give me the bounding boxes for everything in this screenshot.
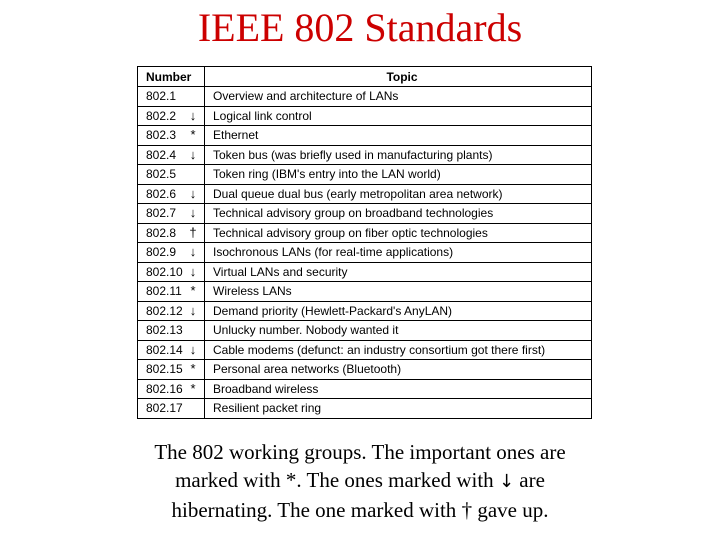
standards-table bbox=[137, 66, 592, 419]
cell-number bbox=[138, 399, 205, 419]
standard-number: 802.16 bbox=[146, 381, 183, 396]
cell-topic: Personal area networks (Bluetooth) bbox=[205, 360, 592, 380]
status-mark-icon: * bbox=[190, 127, 196, 143]
cell-topic: Isochronous LANs (for real-time applications) bbox=[205, 243, 592, 263]
table-body bbox=[138, 87, 592, 419]
cell-topic: Logical link control bbox=[205, 106, 592, 126]
table-row bbox=[138, 223, 592, 243]
standard-number: 802.14 bbox=[146, 342, 183, 357]
cell-topic: Unlucky number. Nobody wanted it bbox=[205, 321, 592, 341]
cell-topic: Cable modems (defunct: an industry consortium got there first) bbox=[205, 340, 592, 360]
table-row bbox=[138, 145, 592, 165]
table-row bbox=[138, 399, 592, 419]
table-row bbox=[138, 243, 592, 263]
standard-number: 802.10 bbox=[146, 264, 183, 279]
standard-number: 802.11 bbox=[146, 284, 182, 299]
cell-number bbox=[138, 243, 205, 263]
caption-line-2-end: are bbox=[514, 468, 545, 492]
cell-number bbox=[138, 204, 205, 224]
cell-topic: Virtual LANs and security bbox=[205, 262, 592, 282]
table-row bbox=[138, 282, 592, 302]
status-mark-icon: † bbox=[189, 224, 197, 240]
header-topic: Topic bbox=[205, 67, 592, 87]
caption-line-3 bbox=[0, 496, 720, 524]
table-row bbox=[138, 204, 592, 224]
standards-table-container bbox=[137, 66, 593, 420]
standard-number: 802.15 bbox=[146, 362, 183, 377]
table-row bbox=[138, 340, 592, 360]
standard-number: 802.4 bbox=[146, 147, 177, 162]
cell-topic: Dual queue dual bus (early metropolitan area network) bbox=[205, 184, 592, 204]
caption-line-2 bbox=[0, 466, 720, 496]
status-mark-icon: ↓ bbox=[189, 107, 197, 123]
status-mark-icon: ↓ bbox=[189, 341, 197, 357]
cell-number bbox=[138, 262, 205, 282]
cell-number bbox=[138, 184, 205, 204]
cell-topic: Resilient packet ring bbox=[205, 399, 592, 419]
table-row bbox=[138, 106, 592, 126]
cell-number bbox=[138, 126, 205, 146]
cell-number bbox=[138, 379, 205, 399]
status-mark-icon: * bbox=[190, 380, 196, 396]
standard-number: 802.2 bbox=[146, 108, 177, 123]
cell-number bbox=[138, 360, 205, 380]
standard-number: 802.12 bbox=[146, 303, 183, 318]
cell-topic: Overview and architecture of LANs bbox=[205, 87, 592, 107]
caption bbox=[0, 438, 720, 524]
table-row bbox=[138, 321, 592, 341]
cell-topic: Broadband wireless bbox=[205, 379, 592, 399]
status-mark-icon: * bbox=[190, 361, 196, 377]
caption-line-2-start: marked with *. The ones marked with bbox=[175, 468, 499, 492]
table-row bbox=[138, 379, 592, 399]
cell-number bbox=[138, 282, 205, 302]
cell-topic: Token ring (IBM's entry into the LAN world) bbox=[205, 165, 592, 185]
table-row bbox=[138, 165, 592, 185]
slide-title: IEEE 802 Standards bbox=[197, 5, 523, 50]
header-number: Number bbox=[138, 67, 205, 87]
cell-topic: Wireless LANs bbox=[205, 282, 592, 302]
dagger-icon: † bbox=[461, 498, 473, 522]
standard-number: 802.7 bbox=[146, 206, 177, 221]
status-mark-icon: ↓ bbox=[189, 205, 197, 221]
status-mark-icon: ↓ bbox=[189, 302, 197, 318]
caption-line-3-start: hibernating. The one marked with bbox=[171, 498, 462, 522]
status-mark-icon: ↓ bbox=[189, 146, 197, 162]
cell-number bbox=[138, 145, 205, 165]
caption-line-1: The 802 working groups. The important ones are bbox=[154, 440, 566, 464]
cell-topic: Ethernet bbox=[205, 126, 592, 146]
cell-number bbox=[138, 340, 205, 360]
cell-topic: Technical advisory group on broadband technologies bbox=[205, 204, 592, 224]
table-row bbox=[138, 126, 592, 146]
cell-number bbox=[138, 106, 205, 126]
table-row bbox=[138, 360, 592, 380]
cell-number bbox=[138, 165, 205, 185]
standard-number: 802.9 bbox=[146, 245, 177, 260]
table-header-row bbox=[138, 67, 592, 87]
standard-number: 802.8 bbox=[146, 225, 177, 240]
cell-number bbox=[138, 223, 205, 243]
cell-topic: Technical advisory group on fiber optic technologies bbox=[205, 223, 592, 243]
cell-number bbox=[138, 321, 205, 341]
table-row bbox=[138, 262, 592, 282]
cell-topic: Demand priority (Hewlett-Packard's AnyLAN) bbox=[205, 301, 592, 321]
cell-topic: Token bus (was briefly used in manufacturing plants) bbox=[205, 145, 592, 165]
standard-number: 802.17 bbox=[146, 401, 183, 416]
status-mark-icon: ↓ bbox=[189, 185, 197, 201]
table-row bbox=[138, 301, 592, 321]
status-mark-icon: * bbox=[190, 283, 196, 299]
down-arrow-icon: ↓ bbox=[498, 471, 515, 492]
standard-number: 802.1 bbox=[146, 89, 177, 104]
status-mark-icon: ↓ bbox=[189, 263, 197, 279]
standard-number: 802.5 bbox=[146, 167, 177, 182]
caption-line-3-end: gave up. bbox=[472, 498, 549, 522]
standard-number: 802.6 bbox=[146, 186, 177, 201]
standard-number: 802.13 bbox=[146, 323, 183, 338]
status-mark-icon: ↓ bbox=[189, 244, 197, 260]
cell-number bbox=[138, 87, 205, 107]
table-row bbox=[138, 184, 592, 204]
standard-number: 802.3 bbox=[146, 128, 177, 143]
table-row bbox=[138, 87, 592, 107]
cell-number bbox=[138, 301, 205, 321]
